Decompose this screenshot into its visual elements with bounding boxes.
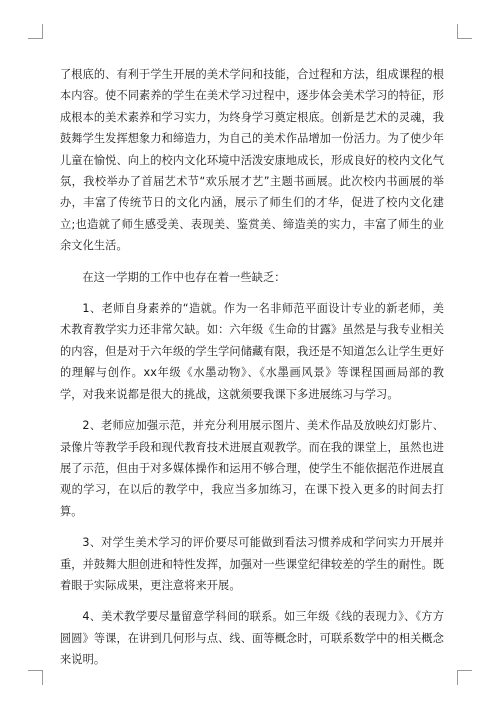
paragraph-shortcomings-intro: 在这一学期的工作中也存在着一些缺乏： (82, 270, 286, 284)
document-body (60, 64, 444, 681)
paragraph-point-2: 2、老师应加强示范，并充分利用展示图片、美术作品及放映幻灯影片、录像片等教学手段和现代教育技术进展直观教学。而在我的课堂上，虽然也进展了示范，但由于对多媒体操作和运用不够合理，使学生不能依据范作进展直观的学习，在以后的教学中，我应当多加练习，在课下投入更多的时间去打算。 (60, 419, 444, 518)
paragraph-point-3: 3、对学生美术学习的评价要尽可能做到看法习惯养成和学问实力开展并重，并鼓舞大胆创进和特性发挥，加强对一些课堂纪律较差的学生的耐性。既着眼于实际成果，更注意将来开展。 (60, 536, 444, 592)
paragraph-point-1: 1、老师自身素养的“造就。作为一名非师范平面设计专业的新老师，美术教育教学实力还非常欠缺。如：六年级《生命的甘露》虽然是与我专业相关的内容，但是对于六年级的学生学问储藏有限，我还是不知道怎么让学生更好的理解与创作。xx年级《水墨动物》、《水墨画风景》等课程国画局部的教学，对我来说都是很大的挑战，这就须要我课下多进展练习与学习。 (60, 302, 444, 401)
crop-mark-bottom-left (28, 670, 43, 685)
crop-mark-top-right (457, 24, 472, 39)
crop-mark-bottom-right (457, 670, 472, 685)
paragraph-point-4: 4、美术教学要尽量留意学科间的联系。如三年级《线的表现力》、《方方圆圆》等课，在讲到几何形与点、线、面等概念时，可联系数学中的相关概念来说明。 (60, 610, 444, 667)
paragraph-continued: 了根底的、有利于学生开展的美术学问和技能，合过程和方法，组成课程的根本内容。使不同素养的学生在美术学习过程中，逐步体会美术学习的特征，形成根本的美术素养和学习实力，为终身学习奠定根底。创新是艺术的灵魂，我鼓舞学生发挥想象力和缔造力，为自己的美术作品增加一份活力。为了使少年儿童在愉悦、向上的校内文化环境中活泼安康地成长，形成良好的校内文化气氛，我校举办了首届艺术节“欢乐展才艺”主题书画展。此次校内书画展的举办，丰富了传统节日的文化内涵，展示了师生们的才华，促进了校内文化建立;也造就了师生感受美、表现美、鉴赏美、缔造美的实力，丰富了师生的业余文化生活。 (60, 68, 444, 253)
crop-mark-top-left (28, 24, 43, 39)
